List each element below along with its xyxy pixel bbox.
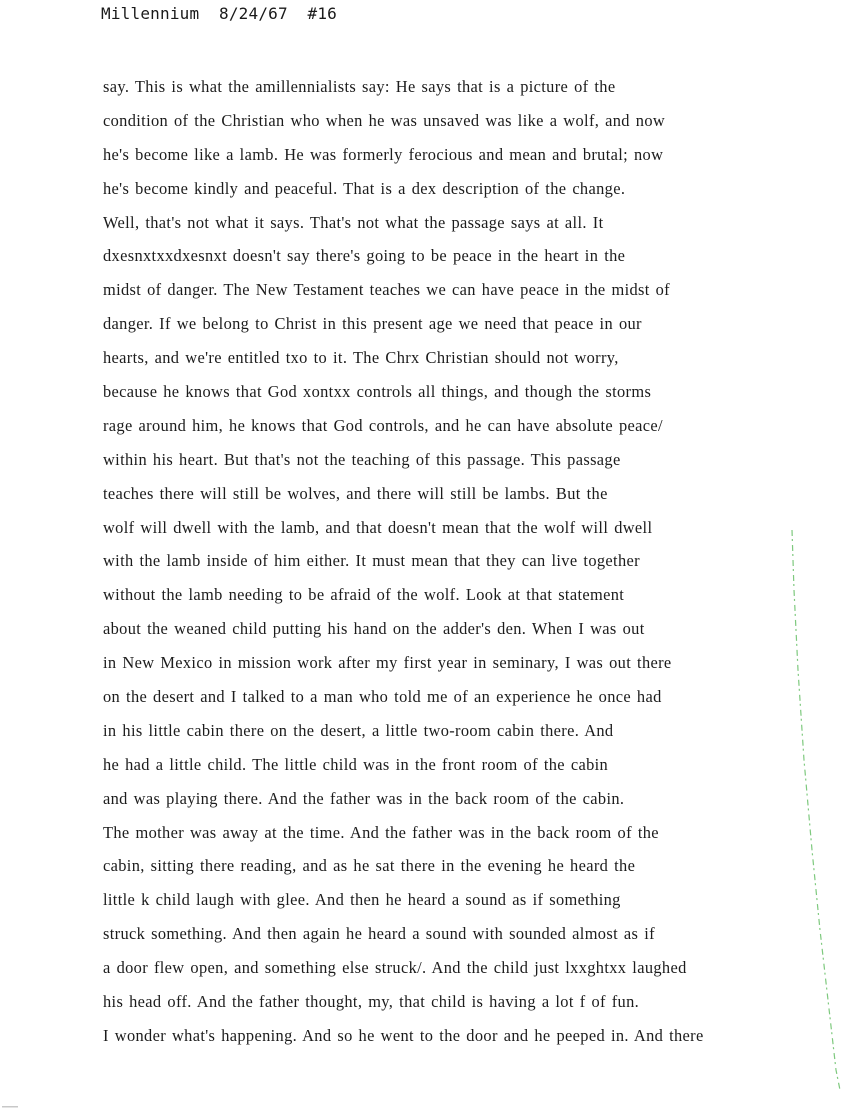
text-line: on the desert and I talked to a man who told me of an experience he once had <box>103 687 662 707</box>
text-line: wolf will dwell with the lamb, and that doesn't mean that the wolf will dwell <box>103 517 653 537</box>
text-line: his head off. And the father thought, my, that child is having a lot f of fun. <box>103 992 640 1012</box>
page-header: Millennium 8/24/67 #16 <box>101 4 337 23</box>
text-line: The mother was away at the time. And the father was in the back room of the <box>103 822 659 842</box>
text-line: struck something. And then again he heard a sound with sounded almost as if <box>103 924 655 944</box>
text-line: he had a little child. The little child was in the front room of the cabin <box>103 754 609 774</box>
text-line: he's become like a lamb. He was formerly ferocious and mean and brutal; now <box>103 144 664 164</box>
text-line: with the lamb inside of him either. It must mean that they can live together <box>103 551 640 571</box>
text-line: rage around him, he knows that God controls, and he can have absolute peace/ <box>103 415 663 435</box>
text-line: teaches there will still be wolves, and there will still be lambs. But the <box>103 483 608 503</box>
text-line: about the weaned child putting his hand on the adder's den. When I was out <box>103 619 645 639</box>
text-line: without the lamb needing to be afraid of the wolf. Look at that statement <box>103 585 625 605</box>
text-line: cabin, sitting there reading, and as he sat there in the evening he heard the <box>103 856 636 876</box>
manuscript-body <box>103 70 823 1053</box>
text-line: condition of the Christian who when he was unsaved was like a wolf, and now <box>103 110 666 130</box>
text-line: dxesnxtxxdxesnxt doesn't say there's going to be peace in the heart in the <box>103 246 626 266</box>
text-line: say. This is what the amillennialists say: He says that is a picture of the <box>103 77 616 96</box>
text-line: hearts, and we're entitled txo to it. The Chrx Christian should not worry, <box>103 348 619 368</box>
text-line: little k child laugh with glee. And then he heard a sound as if something <box>103 890 621 910</box>
text-line: danger. If we belong to Christ in this present age we need that peace in our <box>103 314 642 334</box>
text-line: in his little cabin there on the desert, a little two-room cabin there. And <box>103 720 614 740</box>
green-margin-line <box>790 530 850 1090</box>
text-line: and was playing there. And the father was in the back room of the cabin. <box>103 788 625 808</box>
text-line: midst of danger. The New Testament teaches we can have peace in the midst of <box>103 280 670 300</box>
text-line: within his heart. But that's not the teaching of this passage. This passage <box>103 449 621 469</box>
scan-speck <box>0 1104 22 1110</box>
text-line: he's become kindly and peaceful. That is a dex description of the change. <box>103 178 626 198</box>
text-line: in New Mexico in mission work after my first year in seminary, I was out there <box>103 653 672 673</box>
text-line: a door flew open, and something else struck/. And the child just lxxghtxx laughed <box>103 958 687 978</box>
text-line: I wonder what's happening. And so he went to the door and he peeped in. And there <box>103 1025 704 1045</box>
text-line: Well, that's not what it says. That's not what the passage says at all. It <box>103 212 604 232</box>
text-line: because he knows that God xontxx controls all things, and though the storms <box>103 382 652 402</box>
